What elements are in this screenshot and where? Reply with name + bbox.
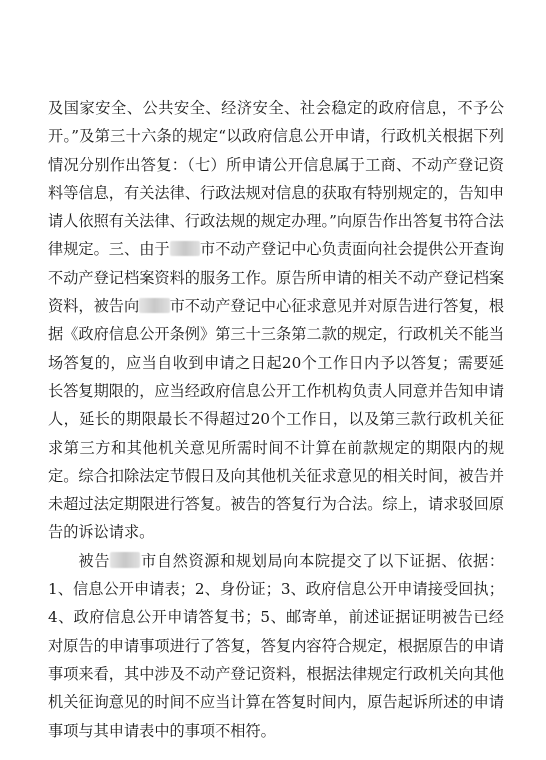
redacted-place-name (170, 241, 200, 256)
text-segment: 市不动产登记中心负责面向社会提供公开查询不动产登记档案资料的服务工作。原告所申请的相关不动产登记档案资料，被告向 (48, 240, 505, 316)
text-segment: 被告 (78, 551, 111, 570)
text-segment: 及国家安全、公共安全、经济安全、社会稳定的政府信息，不予公开。”及第三十六条的规定“以政府信息公开申请，行政机关根据下列情况分别作出答复：（七）所申请公开信息属于工商、不动产登记资料等信息，有关法律、行政法规对信息的获取有特别规定的，告知申请人依照有关法律、行政法规的规定办理。”向原告作出答复书符合法律规定。三、由于 (48, 99, 504, 259)
redacted-place-name (139, 298, 169, 313)
paragraph-1 (48, 94, 504, 547)
paragraph-2 (48, 547, 504, 745)
text-segment: 市不动产登记中心征求意见并对原告进行答复，根据《政府信息公开条例》第三十三条第二款的规定，行政机关不能当场答复的，应当自收到申请之日起20个工作日内予以答复；需要延长答复期限的，应当经政府信息公开工作机构负责人同意并告知申请人，延长的期限最长不得超过20个工作日，以及第三款行政机关征求第三方和其他机关意见所需时间不计算在前款规定的期限内的规定。综合扣除法定节假日及向其他机关征求意见的相关时间，被告并未超过法定期限进行答复。被告的答复行为合法。综上，请求驳回原告的诉讼请求。 (48, 297, 505, 542)
document-body (48, 94, 504, 745)
text-segment: 市自然资源和规划局向本院提交了以下证据、依据：1、信息公开申请表；2、身份证；3、政府信息公开申请接受回执；4、政府信息公开申请答复书；5、邮寄单，前述证据证明被告已经对原告的申请事项进行了答复，答复内容符合规定，根据原告的申请事项来看，其中涉及不动产登记资料，根据法律规定行政机关向其他机关征询意见的时间不应当计算在答复时间内，原告起诉所述的申请事项与其申请表中的事项不相符。 (48, 551, 505, 740)
redacted-place-name (110, 552, 140, 567)
